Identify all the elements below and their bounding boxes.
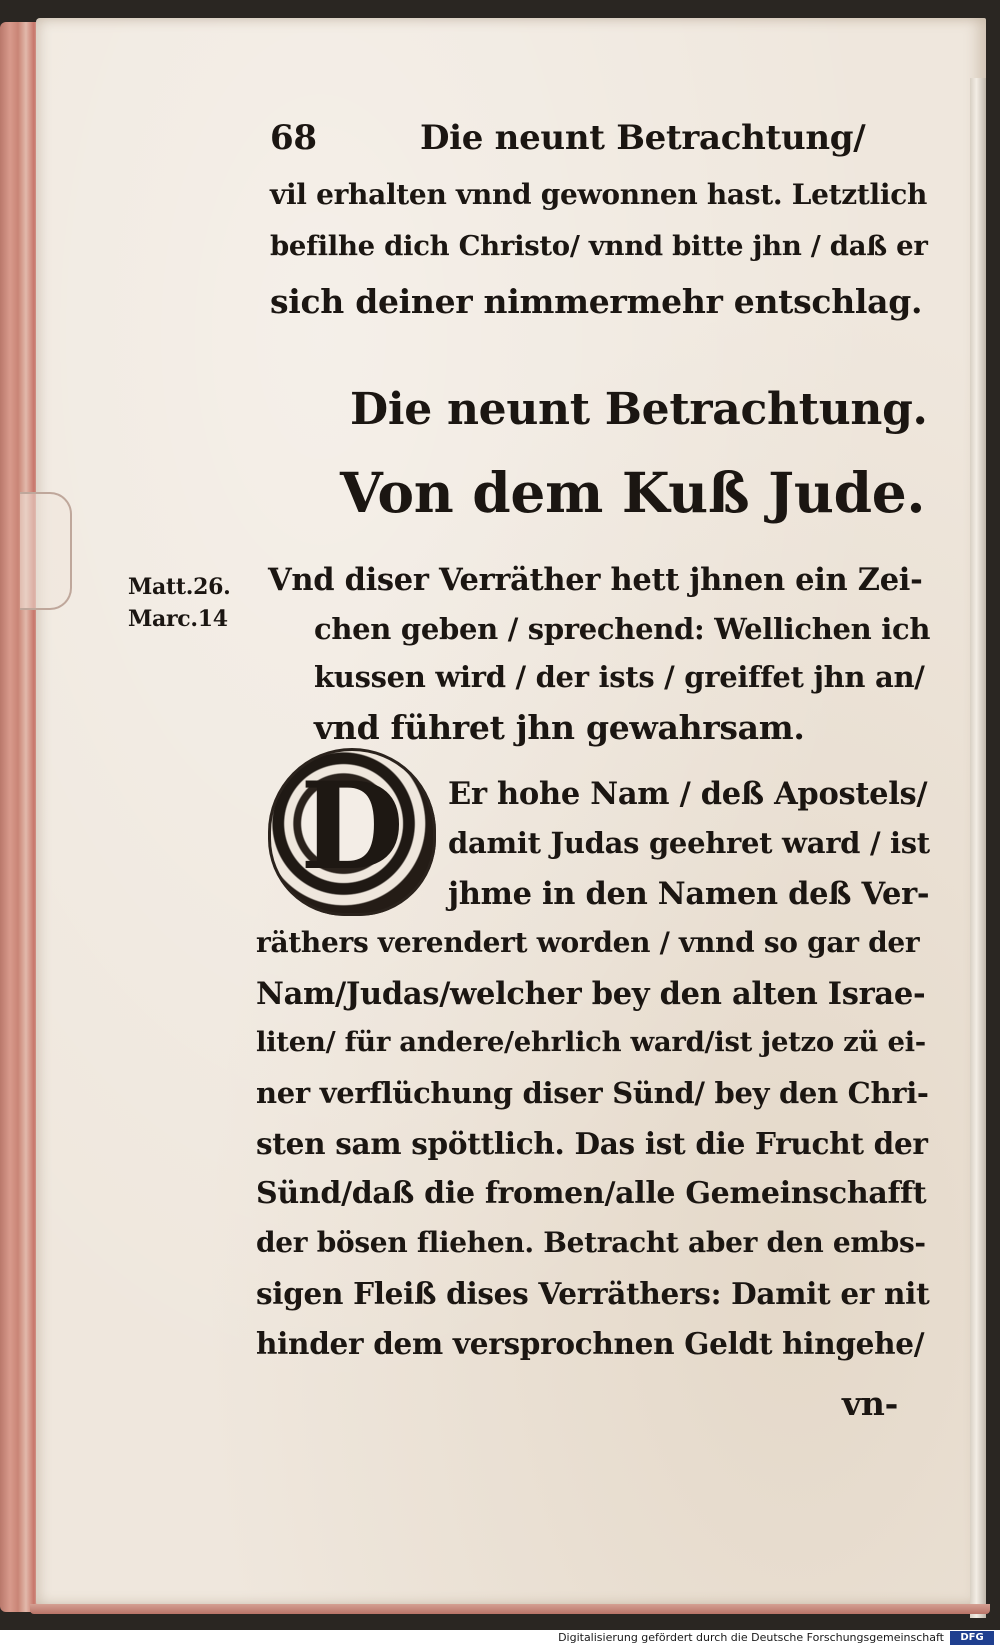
body-line-5: sten sam spöttlich. Das ist die Frucht der: [256, 1126, 928, 1161]
initial-letter: D: [299, 756, 405, 897]
margin-ref-matthew: Matt.26.: [128, 574, 231, 600]
scripture-line-2: chen geben / sprechend: Wellichen ich: [314, 612, 931, 646]
body-line-7: der bösen fliehen. Betracht aber den embs-: [256, 1226, 926, 1259]
scripture-line-1: Vnd diser Verräther hett jhnen ein Zei-: [268, 562, 923, 598]
body-line-8: sigen Fleiß dises Verräthers: Damit er nit: [256, 1276, 930, 1311]
body-line-9: hinder dem versprochnen Geldt hingehe/: [256, 1326, 925, 1361]
body-line-1: räthers verendert worden / vnnd so gar der: [256, 926, 920, 959]
body-line-2: Nam/Judas/welcher bey den alten Israe-: [256, 976, 926, 1012]
catchword: vn-: [842, 1384, 898, 1423]
page-edge-right: [970, 78, 986, 1618]
section-heading: Die neunt Betrachtung.: [350, 384, 928, 435]
digitization-credit: Digitalisierung gefördert durch die Deutsche Forschungsgemeinschaft: [558, 1631, 944, 1644]
body-line-beside-initial-2: damit Judas geehret ward / ist: [448, 826, 930, 860]
scripture-line-4: vnd führet jhn gewahrsam.: [314, 708, 805, 747]
page-number: 68: [270, 118, 317, 158]
body-line-beside-initial-3: jhme in den Namen deß Ver-: [448, 876, 930, 912]
page-tab-marker: [20, 492, 72, 610]
body-line-4: ner verflüchung diser Sünd/ bey den Chri-: [256, 1076, 929, 1110]
body-line-6: Sünd/daß die fromen/alle Gemeinschafft: [256, 1176, 927, 1211]
body-line-top-3: sich deiner nimmermehr entschlag.: [270, 282, 923, 321]
body-line-top-2: befilhe dich Christo/ vnnd bitte jhn / daß er: [270, 230, 928, 262]
dfg-logo: DFG: [950, 1631, 994, 1645]
margin-ref-mark: Marc.14: [128, 606, 228, 632]
body-line-3: liten/ für andere/ehrlich ward/ist jetzo zü ei-: [256, 1026, 926, 1058]
running-title: Die neunt Betrachtung/: [420, 118, 866, 158]
decorated-initial: [268, 748, 436, 916]
book-bottom-edge: [30, 1604, 990, 1614]
body-line-beside-initial-1: Er hohe Nam / deß Apostels/: [448, 776, 928, 812]
body-line-top-1: vil erhalten vnnd gewonnen hast. Letztlich: [270, 178, 928, 211]
scripture-line-3: kussen wird / der ists / greiffet jhn an/: [314, 660, 925, 694]
section-subheading: Von dem Kuß Jude.: [340, 460, 926, 525]
